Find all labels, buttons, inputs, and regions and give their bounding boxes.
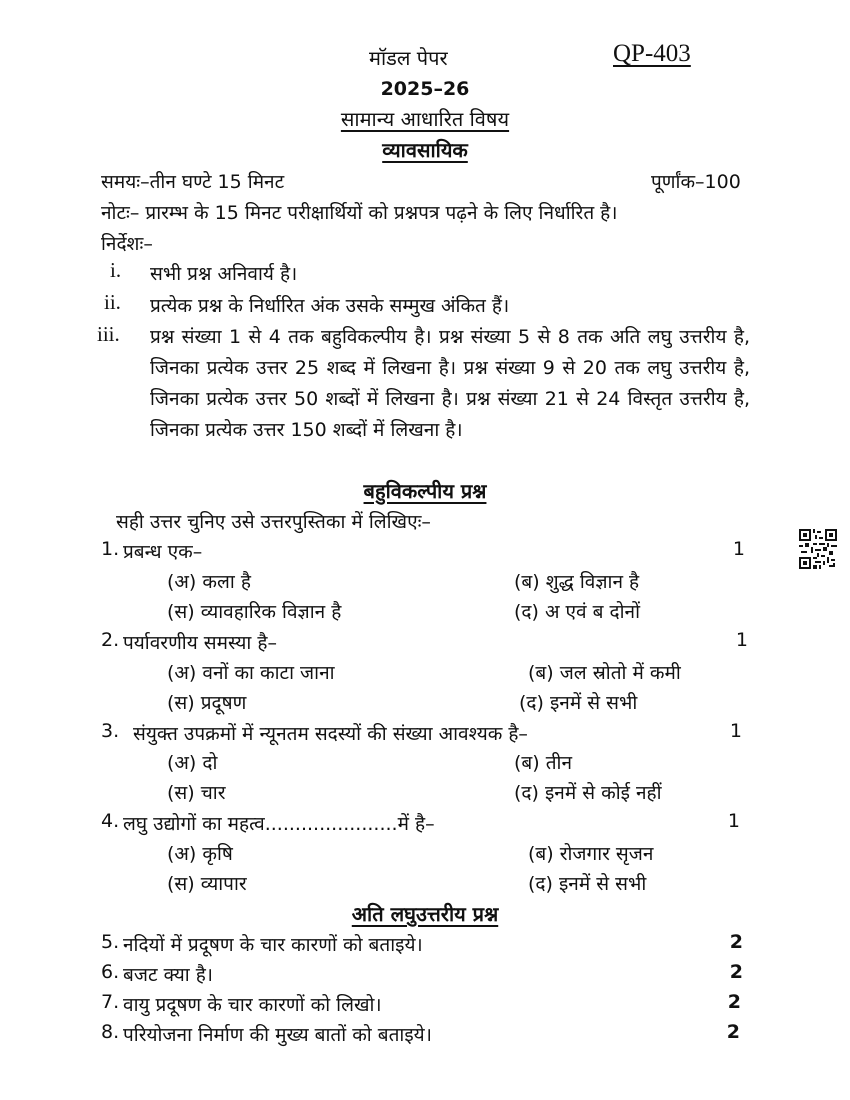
instruction-text: प्रत्येक प्रश्न के निर्धारित अंक उसके सम्मुख अंकित हैं। [150, 295, 510, 317]
option-d: (द) अ एवं ब दोनों [514, 601, 640, 623]
note: नोटः– प्रारम्भ के 15 मिनट परीक्षार्थियों को प्रश्नपत्र पढ़ने के लिए निर्धारित है। [101, 202, 618, 224]
option-c: (स) चार [167, 782, 226, 804]
question-text: संयुक्त उपक्रमों में न्यूनतम सदस्यों की संख्या आवश्यक है– [133, 723, 528, 745]
question-number: 6. [101, 961, 120, 983]
option-a: (अ) दो [167, 752, 218, 774]
time-allowed: समयः–तीन घण्टे 15 मिनट [101, 171, 285, 193]
subject-group: सामान्य आधारित विषय [340, 107, 510, 131]
option-b: (ब) तीन [514, 752, 573, 774]
option-a: (अ) कला है [167, 571, 251, 593]
paper-code: QP-403 [613, 40, 691, 67]
question-number: 5. [101, 931, 120, 953]
instruction-number: i. [110, 258, 122, 282]
question-text: पर्यावरणीय समस्या है– [123, 632, 277, 654]
question-marks: 2 [727, 991, 741, 1013]
question-marks: 1 [735, 629, 748, 651]
question-number: 1. [101, 538, 120, 560]
option-d: (द) इनमें से सभी [519, 692, 638, 714]
option-b: (ब) शुद्ध विज्ञान है [514, 571, 640, 593]
question-marks: 1 [732, 538, 745, 560]
instruction-number: iii. [97, 322, 120, 346]
instruction-text: सभी प्रश्न अनिवार्य है। [150, 263, 298, 285]
instruction-text: प्रश्न संख्या 1 से 4 तक बहुविकल्पीय है। प्रश्न संख्या 5 से 8 तक अति लघु उत्तरीय है, जिनका प्रत्येक उत्तर 25 शब्द में लिखना है। प्रश्न संख्या 9 से 20 तक लघु उत्तरीय है, जिनका प्रत्येक उत्तर 50 शब्दों में लिखना है। प्रश्न संख्या 21 से 24 विस्तृत उत्तरीय है, जिनका प्रत्येक उत्तर 150 शब्दों में लिखना है। [150, 326, 750, 441]
subject-name: व्यावसायिक [382, 138, 468, 162]
question-number: 8. [101, 1021, 120, 1043]
question-marks: 1 [729, 720, 742, 742]
option-b: (ब) रोजगार सृजन [528, 843, 654, 865]
max-marks: पूर्णांक–100 [651, 171, 741, 193]
paper-title: मॉडल पेपर [369, 46, 448, 70]
question-text: परियोजना निर्माण की मुख्य बातों को बताइये। [123, 1024, 432, 1046]
option-d: (द) इनमें से कोई नहीं [514, 782, 662, 804]
mcq-heading: बहुविकल्पीय प्रश्न [363, 479, 487, 503]
question-marks: 2 [729, 961, 743, 983]
question-marks: 1 [727, 810, 740, 832]
question-number: 2. [101, 629, 120, 651]
question-text: नदियों में प्रदूषण के चार कारणों को बताइये। [123, 934, 423, 956]
qr-code-icon [799, 529, 837, 569]
session-year: 2025–26 [380, 78, 470, 100]
question-text: प्रबन्ध एक– [123, 541, 203, 563]
question-marks: 2 [726, 1021, 740, 1043]
option-a: (अ) कृषि [167, 843, 233, 865]
mcq-instruction: सही उत्तर चुनिए उसे उत्तरपुस्तिका में लिखिएः– [116, 511, 431, 533]
question-number: 3. [101, 720, 120, 742]
question-text: बजट क्या है। [123, 964, 213, 986]
option-c: (स) प्रदूषण [167, 692, 247, 714]
option-d: (द) इनमें से सभी [528, 873, 647, 895]
question-marks: 2 [729, 931, 743, 953]
option-a: (अ) वनों का काटा जाना [167, 662, 335, 684]
question-number: 4. [101, 810, 120, 832]
option-b: (ब) जल स्रोतो में कमी [528, 662, 681, 684]
instruction-number: ii. [104, 290, 121, 314]
question-text: लघु उद्योगों का महत्व......................में है– [123, 813, 435, 835]
option-c: (स) व्यापार [167, 873, 247, 895]
question-number: 7. [101, 991, 120, 1013]
question-text: वायु प्रदूषण के चार कारणों को लिखो। [123, 994, 382, 1016]
short-answer-heading: अति लघुउत्तरीय प्रश्न [351, 902, 499, 926]
instructions-heading: निर्देशः– [101, 233, 153, 255]
option-c: (स) व्यावहारिक विज्ञान है [167, 601, 342, 623]
